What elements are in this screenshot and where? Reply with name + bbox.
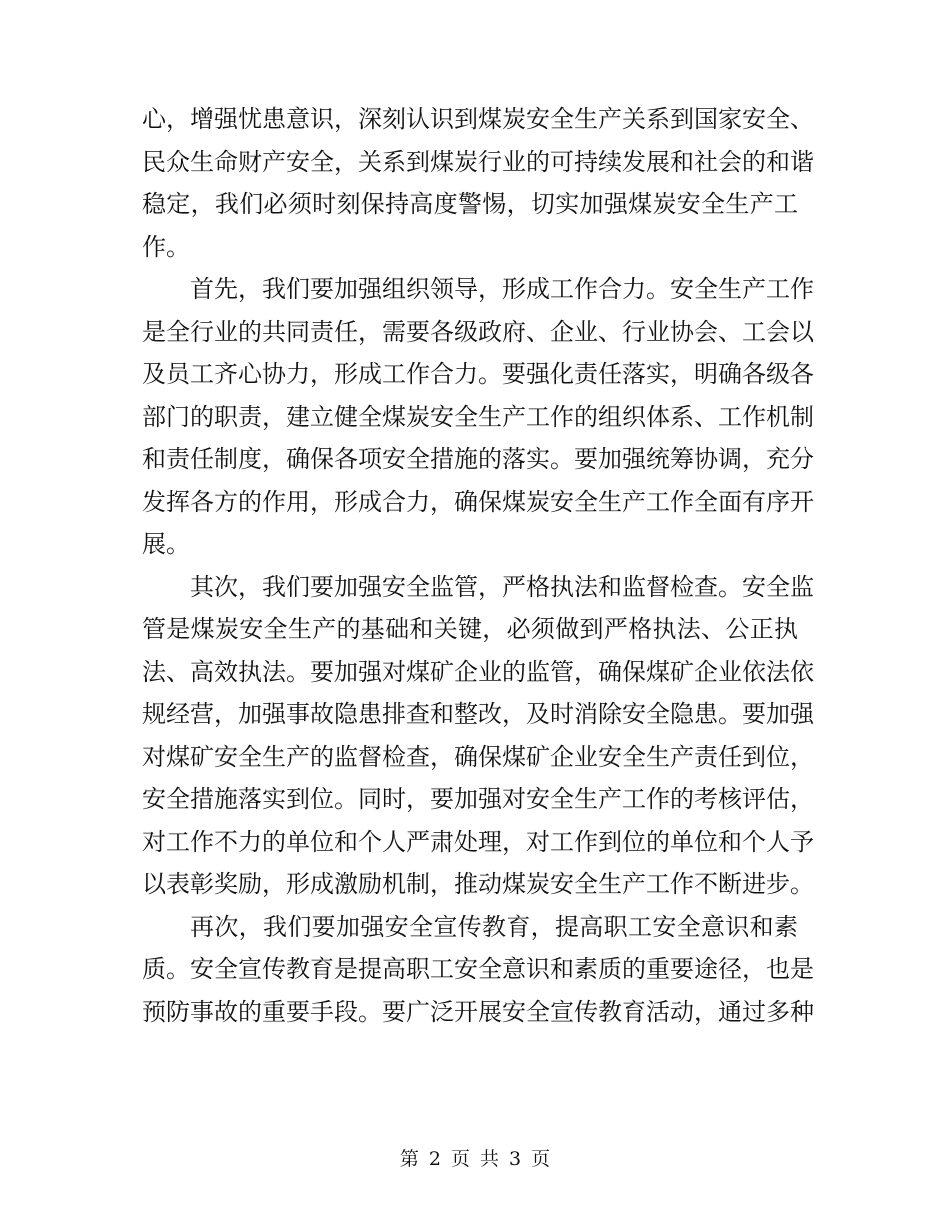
paragraph	[142, 98, 814, 268]
text-line: 部门的职责，建立健全煤炭安全生产工作的组织体系、工作机制	[142, 402, 814, 431]
text-line: 法、高效执法。要加强对煤矿企业的监管，确保煤矿企业依法依	[142, 657, 814, 686]
text-line: 展。	[142, 530, 190, 558]
text-line: 发挥各方的作用，形成合力，确保煤炭安全生产工作全面有序开	[142, 487, 814, 516]
text-line: 安全措施落实到位。同时，要加强对安全生产工作的考核评估，	[142, 785, 814, 813]
text-line: 是全行业的共同责任，需要各级政府、企业、行业协会、工会以	[142, 317, 814, 346]
page-footer: 第 2 页 共 3 页	[399, 1148, 551, 1170]
text-line: 及员工齐心协力，形成工作合力。要强化责任落实，明确各级各	[142, 360, 814, 388]
text-line: 和责任制度，确保各项安全措施的落实。要加强统筹协调，充分	[142, 445, 814, 473]
text-line: 民众生命财产安全，关系到煤炭行业的可持续发展和社会的和谐	[142, 147, 814, 176]
text-line: 首先，我们要加强组织领导，形成工作合力。安全生产工作	[190, 275, 814, 303]
paragraph	[142, 906, 814, 1034]
text-line: 预防事故的重要手段。要广泛开展安全宣传教育活动，通过多种	[142, 997, 814, 1026]
text-line: 心，增强忧患意识，深刻认识到煤炭安全生产关系到国家安全、	[142, 105, 814, 133]
body-text	[142, 98, 814, 1033]
paragraph	[142, 566, 814, 906]
text-line: 以表彰奖励，形成激励机制，推动煤炭安全生产工作不断进步。	[142, 870, 814, 898]
text-line: 对煤矿安全生产的监督检查，确保煤矿企业安全生产责任到位，	[142, 742, 814, 771]
text-line: 再次，我们要加强安全宣传教育，提高职工安全意识和素	[190, 912, 798, 941]
text-line: 稳定，我们必须时刻保持高度警惕，切实加强煤炭安全生产工	[142, 190, 798, 218]
text-line: 规经营，加强事故隐患排查和整改，及时消除安全隐患。要加强	[142, 700, 814, 728]
text-line: 质。安全宣传教育是提高职工安全意识和素质的重要途径，也是	[142, 955, 814, 983]
text-line: 对工作不力的单位和个人严肃处理，对工作到位的单位和个人予	[142, 827, 814, 856]
text-line: 作。	[142, 232, 190, 261]
paragraph	[142, 268, 814, 566]
text-line: 管是煤炭安全生产的基础和关键，必须做到严格执法、公正执	[142, 615, 798, 643]
text-line: 其次，我们要加强安全监管，严格执法和监督检查。安全监	[190, 572, 814, 601]
